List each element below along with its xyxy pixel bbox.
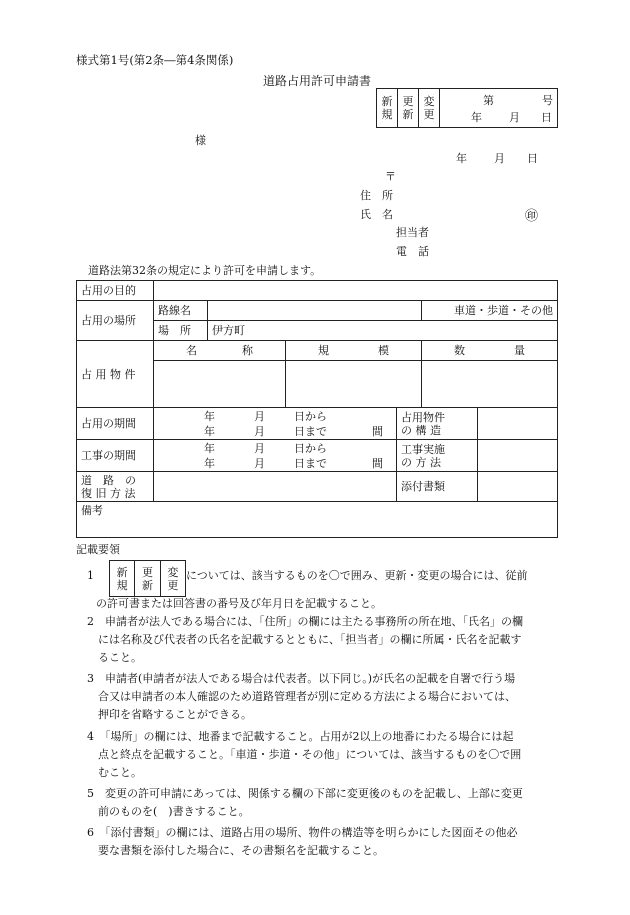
object-label: 占 用 物 件 [77, 341, 154, 408]
attachments-label: 添付書類 [397, 472, 478, 502]
date-day-label: 日 [527, 152, 538, 165]
col-name-header: 名 称 [154, 341, 286, 361]
name-label: 氏 名 [360, 208, 393, 221]
note-1-text: については、該当するものを〇で囲み、更新・変更の場合には、従前 [186, 569, 528, 582]
location-field[interactable]: 伊方町 [208, 321, 558, 341]
status-number-box [376, 88, 558, 128]
structure-label: 占用物件 の 構 造 [397, 408, 478, 440]
place-label: 占用の場所 [77, 301, 154, 341]
address-label: 住 所 [360, 189, 393, 202]
instructions-heading: 記載要領 [76, 543, 120, 556]
attachments-field[interactable] [478, 472, 558, 502]
note-3-line2: 合又は申請者の本人確認のため道路管理者が別に定める方法による場合においては、 [87, 690, 516, 703]
note-4-line1: 4 「場所」の欄には、地番まで記載すること。占用が2以上の地番にわたる場合には起 [87, 730, 514, 743]
period-field[interactable]: 年 月 日から 年 月 日まで 間 [154, 408, 397, 440]
phone-label: 電 話 [396, 245, 429, 258]
work-period-label: 工事の期間 [77, 440, 154, 472]
col-scale-header: 規 模 [286, 341, 422, 361]
note-2-line2: には名称及び代表者の氏名を記載するとともに、「担当者」の欄に所属・氏名を記載す [87, 633, 522, 646]
object-name-field[interactable] [154, 361, 286, 408]
location-label: 場 所 [154, 321, 208, 341]
date-year-label: 年 [456, 152, 467, 165]
date-month-label: 月 [494, 152, 505, 165]
work-method-label: 工事実施 の 方 法 [397, 440, 478, 472]
note-1-number: 1 [87, 569, 94, 582]
permit-number-field[interactable]: 第 号 年 月 日 [471, 94, 553, 124]
note-2-line1: 2 申請者が法人である場合には、「住所」の欄には主たる事務所の所在地、「氏名」の欄 [87, 615, 523, 628]
restoration-field[interactable] [154, 472, 397, 502]
note-5-line2: 前のものを( )書きすること。 [87, 805, 250, 818]
note-2-line3: ること。 [87, 651, 142, 664]
addressee-suffix: 様 [195, 134, 206, 147]
purpose-label: 占用の目的 [77, 281, 154, 301]
note-4-line2: 点と終点を記載すること。「車道・歩道・その他」については、該当するものを〇で囲 [87, 748, 522, 761]
status-new[interactable]: 新 規 [377, 89, 398, 127]
document-title: 道路占用許可申請書 [263, 74, 372, 88]
note-3-line3: 押印を省略することができる。 [87, 708, 252, 721]
note-6-line1: 6 「添付書類」の欄には、道路占用の場所、物件の構造等を明らかにした図面その他必 [87, 826, 518, 839]
object-scale-field[interactable] [286, 361, 422, 408]
note-5-line1: 5 変更の許可申請にあっては、関係する欄の下部に変更後のものを記載し、上部に変更 [87, 787, 523, 800]
note-status-box: 新 規 更 新 変 更 [109, 560, 186, 597]
person-in-charge-label: 担当者 [396, 226, 429, 239]
purpose-field[interactable] [154, 281, 558, 301]
period-label: 占用の期間 [77, 408, 154, 440]
route-name-label: 路線名 [154, 301, 208, 321]
status-change[interactable]: 変 更 [419, 89, 440, 127]
application-table [76, 280, 558, 538]
note-4-line3: むこと。 [87, 766, 142, 779]
col-qty-header: 数 量 [422, 341, 558, 361]
work-period-field[interactable]: 年 月 日から 年 月 日まで 間 [154, 440, 397, 472]
note-1-cont: の許可書または回答書の番号及び年月日を記載すること。 [96, 597, 382, 610]
note-3-line1: 3 申請者(申請者が法人である場合は代表者。以下同じ。)が氏名の記載を自署で行う場 [87, 672, 516, 685]
object-qty-field[interactable] [422, 361, 558, 408]
form-number: 様式第1号(第2条―第4条関係) [76, 53, 234, 67]
remarks-label: 備考 [81, 504, 103, 517]
status-renew[interactable]: 更 新 [398, 89, 419, 127]
application-statement: 道路法第32条の規定により許可を申請します。 [88, 264, 322, 277]
structure-field[interactable] [478, 408, 558, 440]
restoration-label: 道 路 の 復 旧 方 法 [77, 472, 154, 502]
seal-mark: ㊞ [525, 209, 539, 224]
postal-mark: 〒 [385, 170, 396, 183]
note-6-line2: 要な書類を添付した場合に、その書類名を記載すること。 [87, 844, 384, 857]
road-type-options[interactable]: 車道・歩道・その他 [422, 301, 558, 321]
route-name-field[interactable] [208, 301, 422, 321]
remarks-field[interactable] [77, 502, 558, 538]
work-method-field[interactable] [478, 440, 558, 472]
